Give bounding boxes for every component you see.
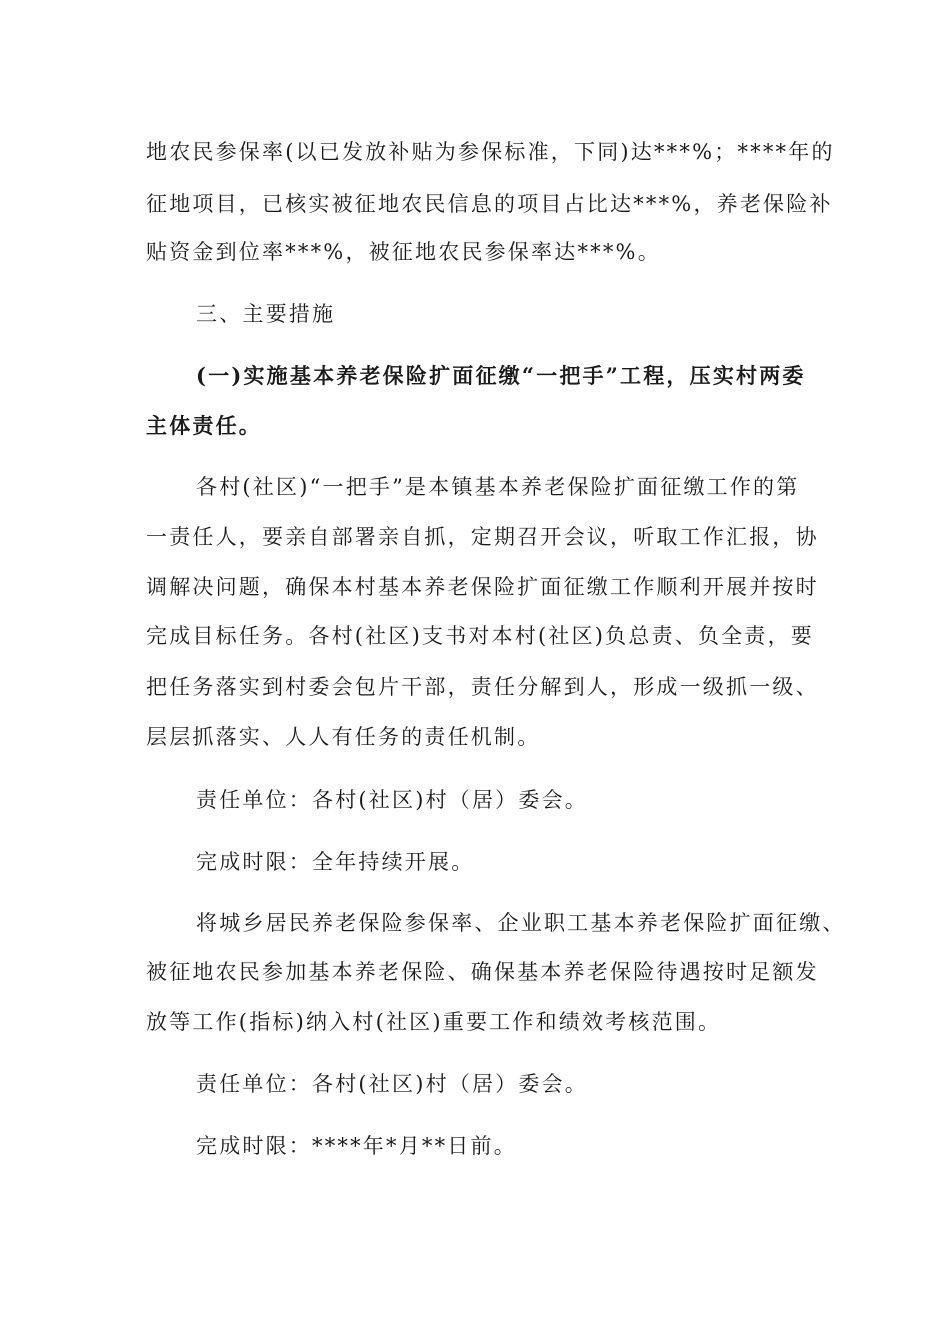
deadline-1: 完成时限：全年持续开展。 (196, 850, 475, 874)
responsibility-line-6: 层层抓落实、人人有任务的责任机制。 (146, 725, 541, 749)
intro-line-2: 征地项目，已核实被征地农民信息的项目占比达***%，养老保险补 (146, 192, 833, 216)
deadline-2: 完成时限：****年*月**日前。 (196, 1134, 517, 1158)
section-heading: 三、主要措施 (196, 302, 336, 326)
responsibility-line-2: 一责任人，要亲自部署亲自抓，定期召开会议，听取工作汇报，协 (146, 525, 819, 549)
subsection-heading-line-2: 主体责任。 (146, 413, 262, 438)
responsibility-unit-1: 责任单位：各村(社区)村（居）委会。 (196, 788, 588, 812)
responsibility-line-5: 把任务落实到村委会包片干部，责任分解到人，形成一级抓一级、 (146, 675, 819, 699)
responsibility-line-4: 完成目标任务。各村(社区)支书对本村(社区)负总责、负全责，要 (146, 624, 814, 648)
assessment-line-1: 将城乡居民养老保险参保率、企业职工基本养老保险扩面征缴、 (196, 911, 846, 935)
intro-line-1: 地农民参保率(以已发放补贴为参保标准，下同)达***%；****年的 (146, 140, 835, 164)
responsibility-line-1: 各村(社区)“一把手”是本镇基本养老保险扩面征缴工作的第 (196, 475, 800, 499)
subsection-heading-line-1: (一)实施基本养老保险扩面征缴“一把手”工程，压实村两委 (196, 363, 806, 388)
intro-line-3: 贴资金到位率***%，被征地农民参保率达***%。 (146, 240, 661, 264)
responsibility-unit-2: 责任单位：各村(社区)村（居）委会。 (196, 1072, 588, 1096)
assessment-line-2: 被征地农民参加基本养老保险、确保基本养老保险待遇按时足额发 (146, 960, 819, 984)
responsibility-line-3: 调解决问题，确保本村基本养老保险扩面征缴工作顺利开展并按时 (146, 575, 819, 599)
assessment-line-3: 放等工作(指标)纳入村(社区)重要工作和绩效考核范围。 (146, 1010, 722, 1034)
